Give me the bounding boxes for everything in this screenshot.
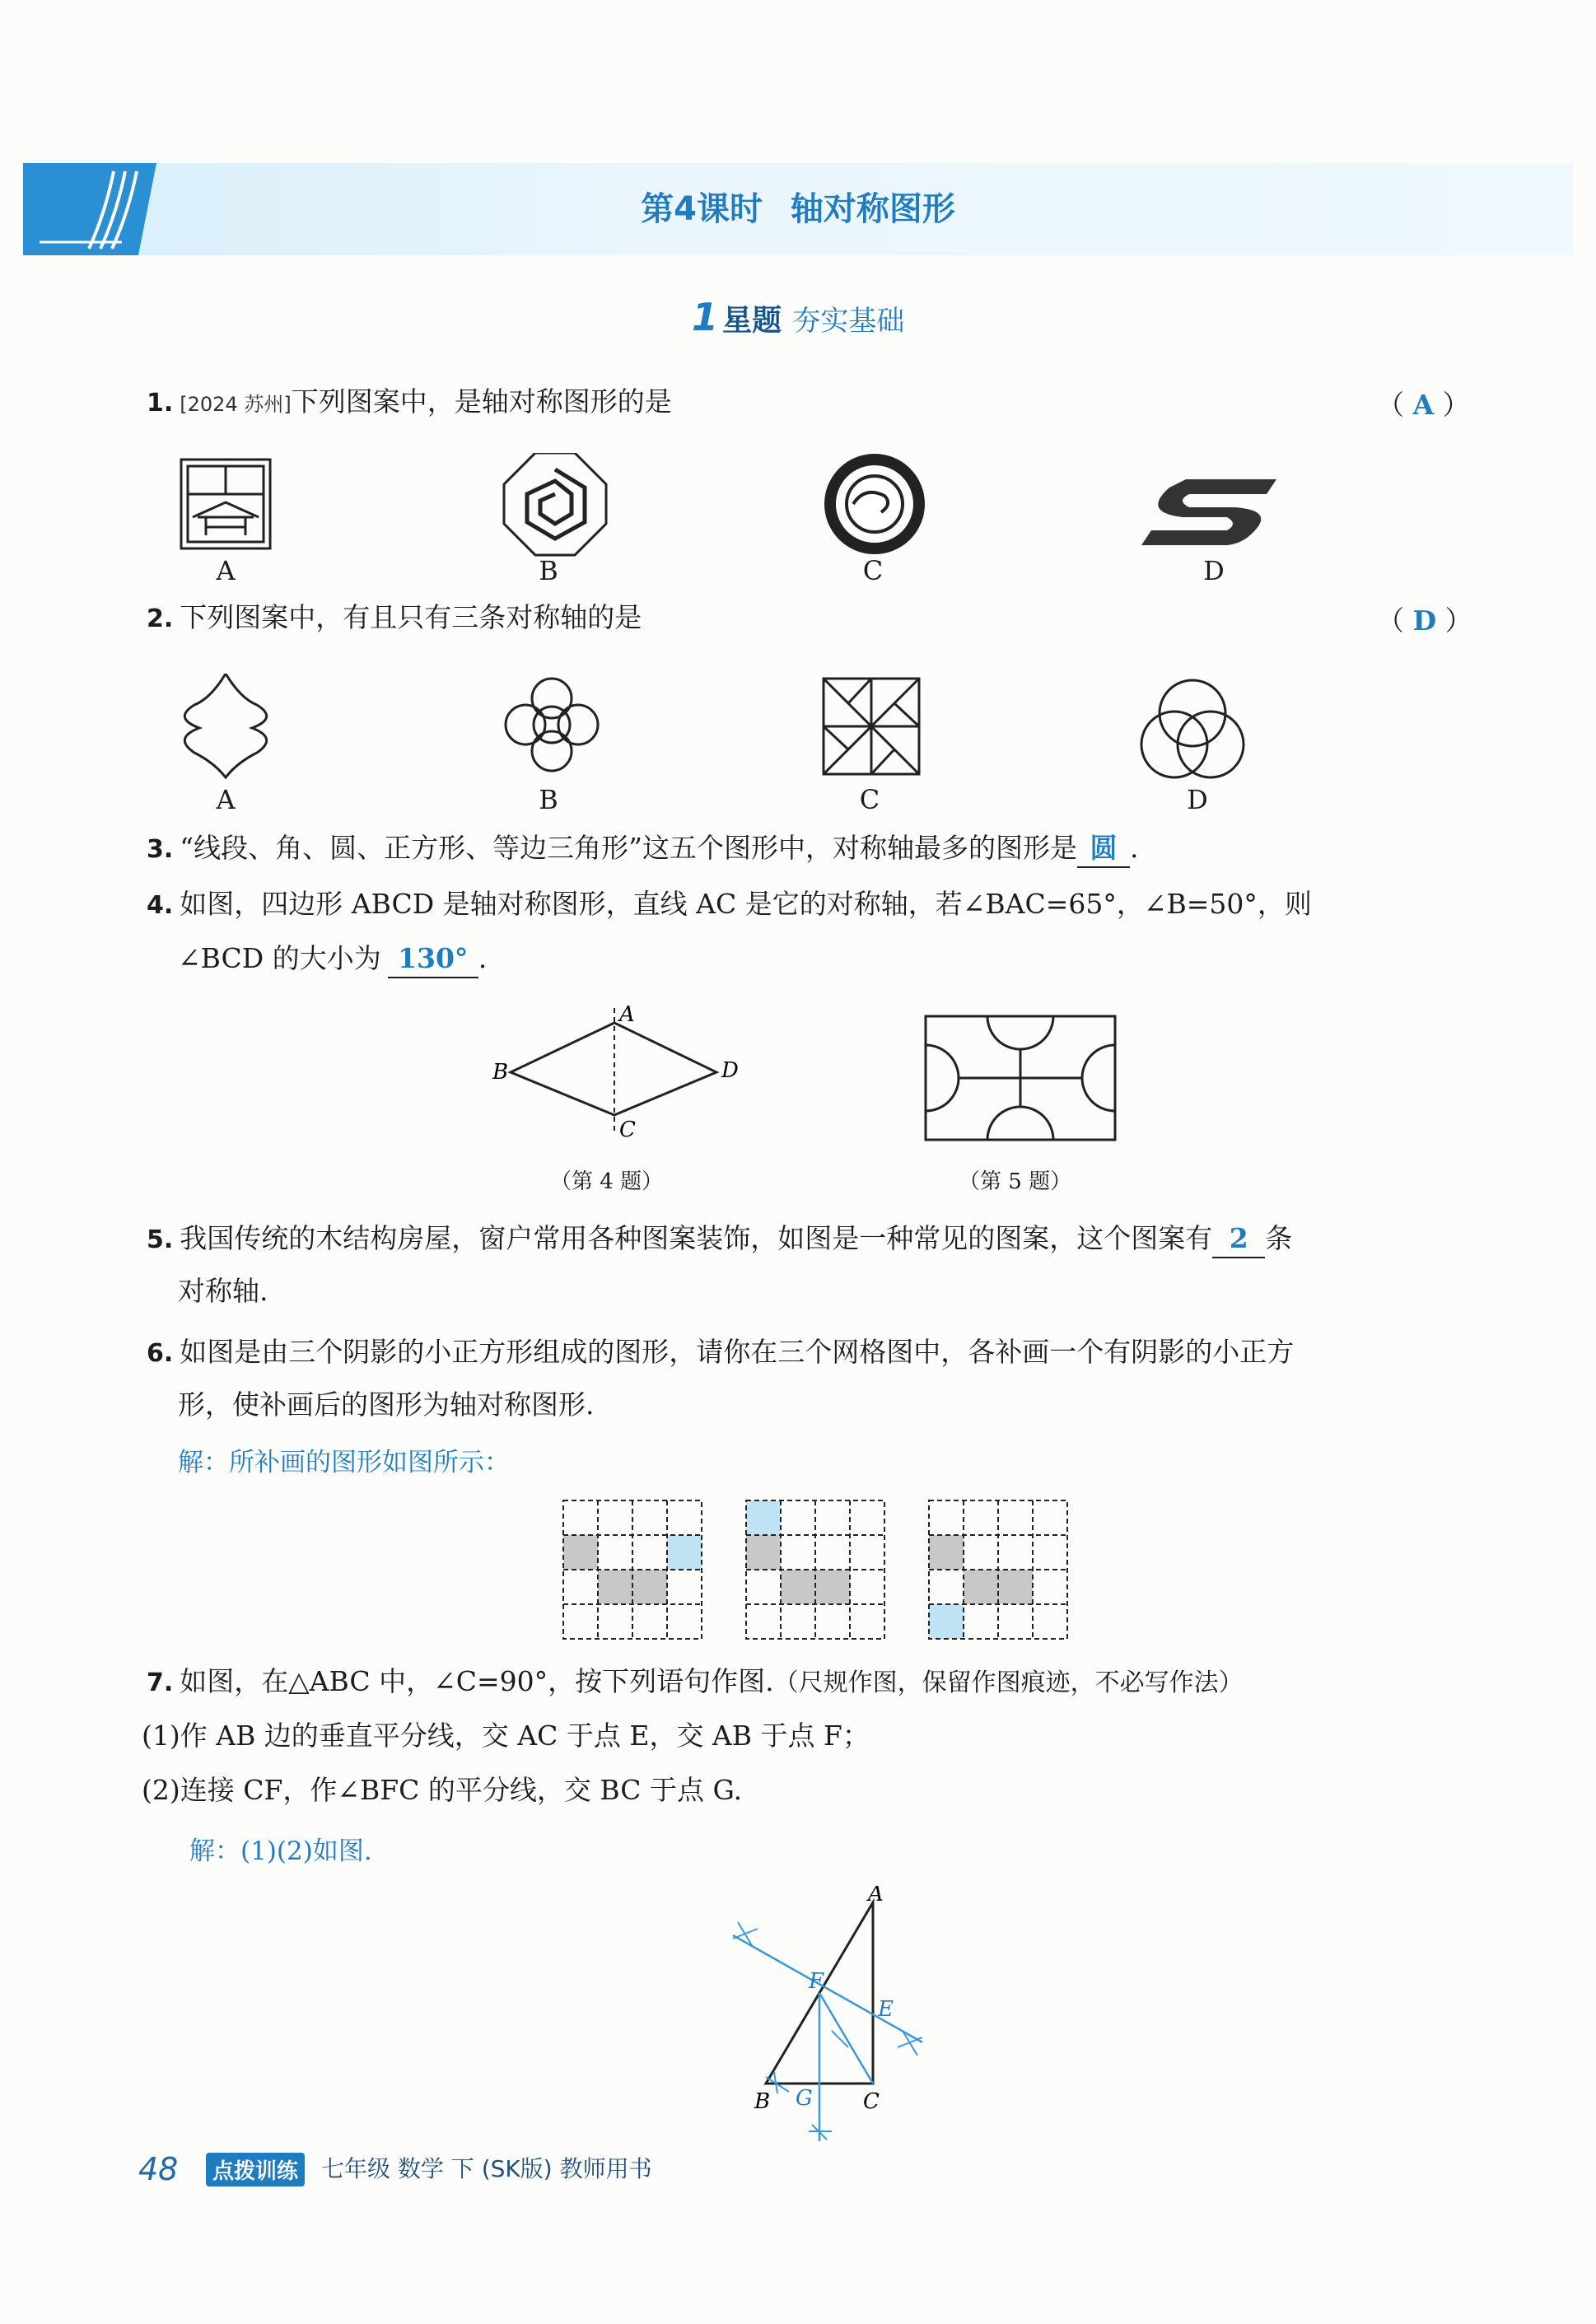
q7-point-b: B [754, 2089, 771, 2114]
q1-answer-box: （ A ） [1377, 389, 1470, 421]
q5-line1: 我国传统的木结构房屋，窗户常用各种图案装饰，如图是一种常见的图案，这个图案有 [180, 1222, 1213, 1254]
q5-number: 5. [147, 1225, 174, 1254]
q4-stem [147, 886, 1312, 924]
q2-label-a: A [216, 784, 236, 815]
q1-number: 1. [147, 389, 174, 418]
q5-line2: 对称轴. [178, 1275, 268, 1307]
q7-figure [716, 1886, 939, 2166]
q7-solution: 解：(1)(2)如图. [189, 1836, 372, 1866]
q2-figure-c [824, 679, 919, 774]
q5-answer: 2 [1212, 1220, 1265, 1258]
q4-answer: 130° [388, 940, 478, 978]
q2-text: 下列图案中，有且只有三条对称轴的是 [180, 601, 642, 633]
q6-grid-1 [563, 1500, 702, 1639]
q4-point-c: C [619, 1118, 636, 1140]
q2-label-d: D [1187, 784, 1208, 815]
q7-point-f: F [809, 1969, 824, 1994]
q4-figure [486, 1000, 749, 1140]
q7-stem [147, 1664, 1244, 1701]
q1-stem [147, 384, 672, 422]
q7-number: 7. [147, 1668, 174, 1697]
q6-number: 6. [147, 1339, 174, 1368]
q6-stem [147, 1334, 1294, 1372]
q1-label-b: B [539, 555, 558, 586]
q3-number: 3. [147, 835, 174, 864]
q4-point-b: B [492, 1060, 509, 1085]
q2-figure-b [506, 679, 598, 771]
q7-step1: (1)作 AB 边的垂直平分线，交 AC 于点 E，交 AB 于点 F； [142, 1720, 870, 1752]
q7-point-c: C [863, 2089, 880, 2114]
q1-source: [2024 苏州] [180, 393, 292, 416]
q4-line1: 如图，四边形 ABCD 是轴对称图形，直线 AC 是它的对称轴，若∠BAC=65°，∠B=50°，则 [180, 888, 1312, 920]
q4-caption: （第 4 题） [550, 1169, 664, 1194]
q2-answer-box: （ D ） [1377, 604, 1472, 637]
q1-text: 下列图案中，是轴对称图形的是 [291, 385, 672, 418]
q2-stem [147, 600, 642, 637]
q1-figure-c [830, 460, 919, 548]
lesson-number: 第4课时 [641, 190, 763, 228]
q4-line2: ∠BCD 的大小为 [178, 942, 381, 974]
q5-stem [147, 1220, 1292, 1258]
page-number: 48 [138, 2151, 179, 2187]
q1-figure-a [181, 460, 270, 548]
q5-caption: （第 5 题） [959, 1169, 1072, 1194]
q2-figure-a [184, 674, 266, 777]
q4-end: . [478, 942, 488, 974]
lesson-title [0, 183, 1596, 230]
q2-label-b: B [539, 784, 558, 815]
section-heading [692, 295, 904, 339]
q1-figure-b [504, 453, 606, 555]
q2-label-c: C [859, 784, 880, 815]
q7-line1: 如图，在△ABC 中，∠C=90°，按下列语句作图. [180, 1665, 774, 1697]
q1-label-d: D [1203, 555, 1225, 586]
section-subtitle: 夯实基础 [792, 305, 905, 338]
q4-point-a: A [619, 1002, 635, 1027]
q6-grid-3 [929, 1500, 1067, 1639]
q1-label-a: A [216, 555, 236, 586]
q3-text: “线段、角、圆、正方形、等边三角形”这五个图形中，对称轴最多的图形是 [180, 832, 1078, 864]
q6-line2: 形，使补画后的图形为轴对称图形. [178, 1388, 595, 1421]
q4-point-d: D [721, 1058, 739, 1083]
q3-end: . [1130, 832, 1139, 864]
q2-answer: D [1412, 604, 1437, 637]
q3-stem [147, 830, 1139, 868]
q1-figure-d [1141, 479, 1276, 545]
q7-point-a: A [868, 1886, 884, 1906]
q7-note: （尺规作图，保留作图痕迹，不必写作法） [773, 1668, 1244, 1697]
q2-figure-d [1141, 680, 1244, 777]
q6-solution: 解：所补画的图形如图所示： [178, 1448, 510, 1477]
q5-figure [922, 1013, 1120, 1145]
q2-figures [173, 674, 1301, 797]
q1-label-c: C [862, 555, 884, 586]
q4-number: 4. [147, 891, 174, 920]
q7-point-g: G [796, 2086, 813, 2111]
lesson-name: 轴对称图形 [790, 190, 955, 228]
q5-after: 条 [1265, 1222, 1293, 1254]
q2-number: 2. [147, 604, 174, 633]
q7-step2: (2)连接 CF，作∠BFC 的平分线，交 BC 于点 G. [142, 1774, 743, 1806]
q7-point-e: E [878, 1997, 894, 2022]
footer-badge: 点拨训练 [206, 2153, 305, 2186]
q1-figures [173, 453, 1301, 593]
q6-line1: 如图是由三个阴影的小正方形组成的图形，请你在三个网格图中，各补画一个有阴影的小正方 [180, 1336, 1295, 1368]
q6-grid-2 [746, 1500, 884, 1639]
q3-answer: 圆 [1077, 830, 1130, 868]
level-label: 星题 [722, 304, 782, 338]
q4-line2-wrap [178, 940, 487, 978]
level-number: 1 [692, 295, 719, 339]
q1-answer: A [1412, 389, 1435, 421]
q6-grids [560, 1497, 1071, 1642]
footer-book-title: 七年级 数学 下 (SK版) 教师用书 [321, 2155, 652, 2182]
